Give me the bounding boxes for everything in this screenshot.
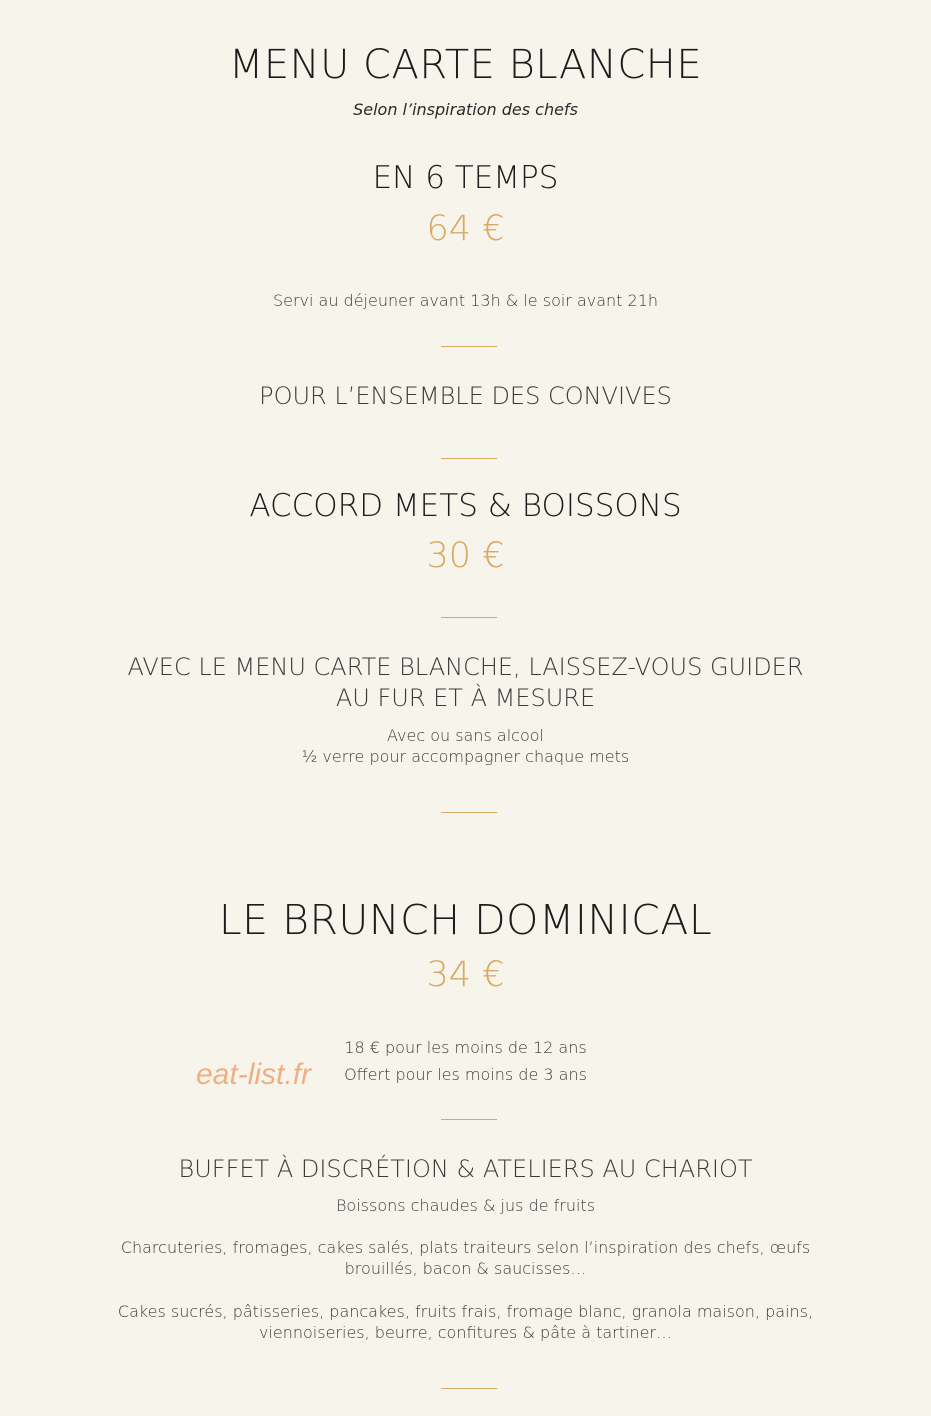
brunch-toddlers: Offert pour les moins de 3 ans [344, 1065, 587, 1084]
watermark-text: eat-list.fr [196, 1058, 312, 1091]
divider [441, 458, 497, 459]
menu-carte-blanche-title: MENU CARTE BLANCHE [228, 42, 703, 88]
buffet-drinks: Boissons chaudes & jus de fruits [335, 1196, 596, 1215]
accord-note-alcohol: Avec ou sans alcool [387, 726, 544, 745]
brunch-kids-price: 18 € pour les moins de 12 ans [344, 1038, 587, 1057]
accord-note-glass: ½ verre pour accompagner chaque mets [301, 747, 630, 766]
divider [441, 812, 497, 813]
convives-label: POUR L’ENSEMBLE DES CONVIVES [259, 382, 672, 410]
menu-price: 64 € [426, 209, 505, 249]
brunch-price: 34 € [426, 955, 505, 995]
brunch-title: LE BRUNCH DOMINICAL [218, 896, 713, 944]
buffet-sweet-line1: Cakes sucrés, pâtisseries, pancakes, fruits frais, fromage blanc, granola maison, pains, [117, 1302, 814, 1321]
accord-title: ACCORD METS & BOISSONS [249, 488, 682, 524]
divider [441, 1119, 497, 1120]
divider [441, 346, 497, 347]
accord-guide-line2: AU FUR ET À MESURE [335, 684, 596, 712]
accord-guide-line1: AVEC LE MENU CARTE BLANCHE, LAISSEZ-VOUS GUIDER [127, 653, 804, 681]
accord-price: 30 € [426, 536, 505, 576]
service-hours: Servi au déjeuner avant 13h & le soir avant 21h [272, 291, 659, 310]
buffet-savory-line2: brouillés, bacon & saucisses… [344, 1259, 587, 1278]
buffet-title: BUFFET À DISCRÉTION & ATELIERS AU CHARIOT [178, 1155, 753, 1183]
divider [441, 617, 497, 618]
buffet-savory-line1: Charcuteries, fromages, cakes salés, plats traiteurs selon l’inspiration des chefs, œufs [120, 1238, 811, 1257]
divider [441, 1388, 497, 1389]
courses-count: EN 6 TEMPS [372, 160, 559, 196]
menu-carte-blanche-subtitle: Selon l’inspiration des chefs [353, 100, 578, 119]
buffet-sweet-line2: viennoiseries, beurre, confitures & pâte à tartiner… [258, 1323, 673, 1342]
